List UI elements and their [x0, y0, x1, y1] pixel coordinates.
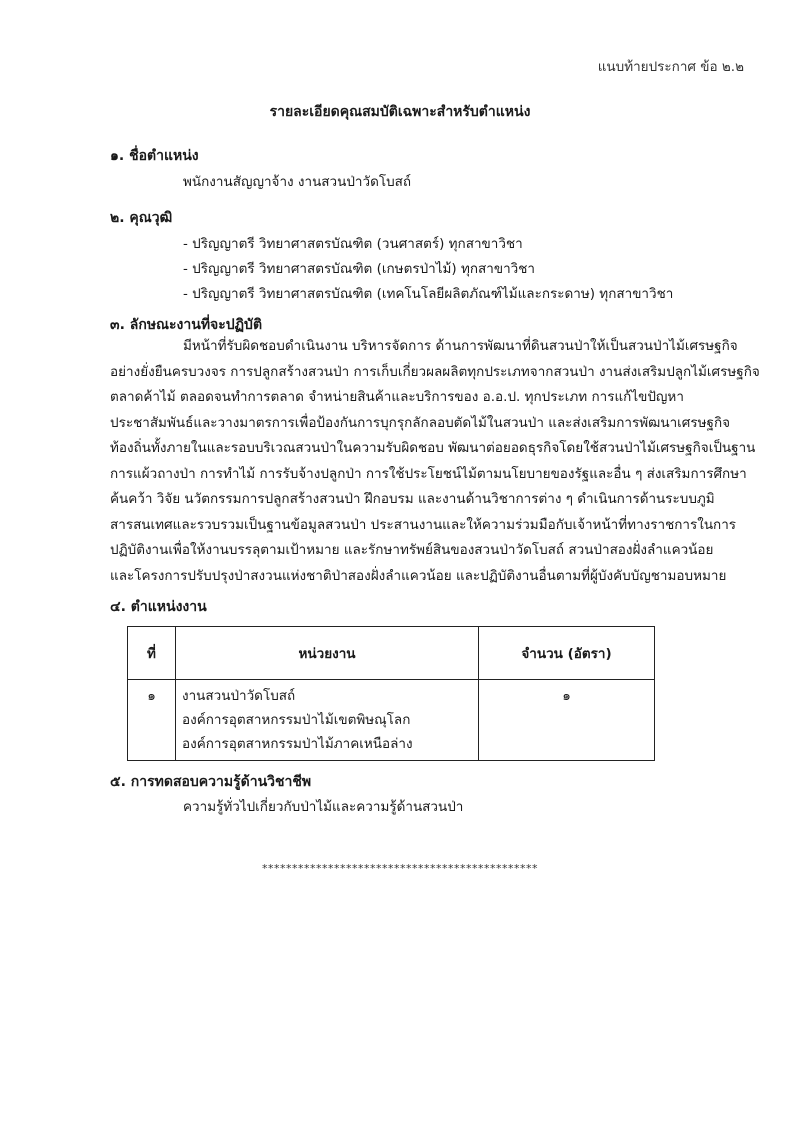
- row-no: ๑: [128, 680, 176, 761]
- paragraph-line: ท้องถิ่นทั้งภายในและรอบบริเวณสวนป่าในความรับผิดชอบ พัฒนาต่อยอดธุรกิจโดยใช้สวนป่าไม้เศรษฐกิจเป็นฐาน: [110, 440, 756, 456]
- unit-line: องค์การอุตสาหกรรมป่าไม้เขตพิษณุโลก: [182, 712, 411, 728]
- job-description-paragraph: [110, 334, 760, 589]
- unit-line: งานสวนป่าวัดโบสถ์: [182, 688, 296, 704]
- exam-value: ความรู้ทั่วไปเกี่ยวกับป่าไม้และความรู้ด้านสวนป่า: [183, 799, 464, 815]
- section-3-heading: ๓. ลักษณะงานที่จะปฏิบัติ: [110, 317, 263, 333]
- unit-line: องค์การอุตสาหกรรมป่าไม้ภาคเหนือล่าง: [182, 736, 413, 752]
- annex-label: แนบท้ายประกาศ ข้อ ๒.๒: [597, 59, 744, 75]
- table-row: [128, 680, 655, 761]
- paragraph-line: ปฏิบัติงานเพื่อให้งานบรรลุตามเป้าหมาย และรักษาทรัพย์สินของสวนป่าวัดโบสถ์ สวนป่าสองฝั่งลำแควน้อย: [110, 542, 714, 558]
- paragraph-line: สารสนเทศและรวบรวมเป็นฐานข้อมูลสวนป่า ประสานงานและให้ความร่วมมือกับเจ้าหน้าที่ทางราชการในการ: [110, 516, 737, 533]
- row-unit: [176, 680, 479, 761]
- paragraph-line: อย่างยั่งยืนครบวงจร การปลูกสร้างสวนป่า การเก็บเกี่ยวผลผลิตทุกประเภทจากสวนป่า งานส่งเสริมปลูกไม้เศรษฐกิจ: [110, 363, 760, 380]
- qualification-item: - ปริญญาตรี วิทยาศาสตรบัณฑิต (วนศาสตร์) ทุกสาขาวิชา: [183, 236, 523, 252]
- paragraph-line: ตลาดค้าไม้ ตลอดจนทำการตลาด จำหน่ายสินค้าและบริการของ อ.อ.ป. ทุกประเภท การแก้ไขปัญหา: [110, 389, 684, 405]
- header-count: จำนวน (อัตรา): [479, 627, 655, 680]
- section-2-heading: ๒. คุณวุฒิ: [110, 210, 173, 226]
- qualification-item: - ปริญญาตรี วิทยาศาสตรบัณฑิต (เทคโนโลยีผลิตภัณฑ์ไม้และกระดาษ) ทุกสาขาวิชา: [183, 286, 674, 302]
- header-no: ที่: [128, 627, 176, 680]
- positions-table: [127, 626, 655, 761]
- header-unit: หน่วยงาน: [176, 627, 479, 680]
- paragraph-line: ค้นคว้า วิจัย นวัตกรรมการปลูกสร้างสวนป่า ฝึกอบรม และงานด้านวิชาการต่าง ๆ ดำเนินการด้านระบบภูมิ: [110, 491, 715, 507]
- paragraph-line: การแผ้วถางป่า การทำไม้ การรับจ้างปลูกป่า การใช้ประโยชน์ไม้ตามนโยบายของรัฐและอื่น ๆ ส่งเสริมการศึกษา: [110, 465, 747, 482]
- table-header-row: [128, 627, 655, 680]
- paragraph-line: และโครงการปรับปรุงป่าสงวนแห่งชาติป่าสองฝั่งลำแควน้อย และปฏิบัติงานอื่นตามที่ผู้บังคับบัญชามอบหมาย: [110, 567, 727, 584]
- position-name-value: พนักงานสัญญาจ้าง งานสวนป่าวัดโบสถ์: [183, 174, 412, 190]
- end-separator: **********************************************: [262, 862, 538, 875]
- document-title: รายละเอียดคุณสมบัติเฉพาะสำหรับตำแหน่ง: [269, 104, 531, 120]
- section-4-heading: ๔. ตำแหน่งงาน: [110, 599, 207, 615]
- section-1-heading: ๑. ชื่อตำแหน่ง: [110, 148, 199, 164]
- paragraph-line: ประชาสัมพันธ์และวางมาตรการเพื่อป้องกันการบุกรุกลักลอบตัดไม้ในสวนป่า และส่งเสริมการพัฒนาเศรษฐกิจ: [110, 414, 731, 431]
- qualification-item: - ปริญญาตรี วิทยาศาสตรบัณฑิต (เกษตรป่าไม้) ทุกสาขาวิชา: [183, 261, 536, 277]
- paragraph-line: มีหน้าที่รับผิดชอบดำเนินงาน บริหารจัดการ ด้านการพัฒนาที่ดินสวนป่าให้เป็นสวนป่าไม้เศรษฐกิจ: [183, 338, 738, 354]
- row-count: ๑: [479, 680, 655, 761]
- section-5-heading: ๕. การทดสอบความรู้ด้านวิชาชีพ: [110, 774, 312, 790]
